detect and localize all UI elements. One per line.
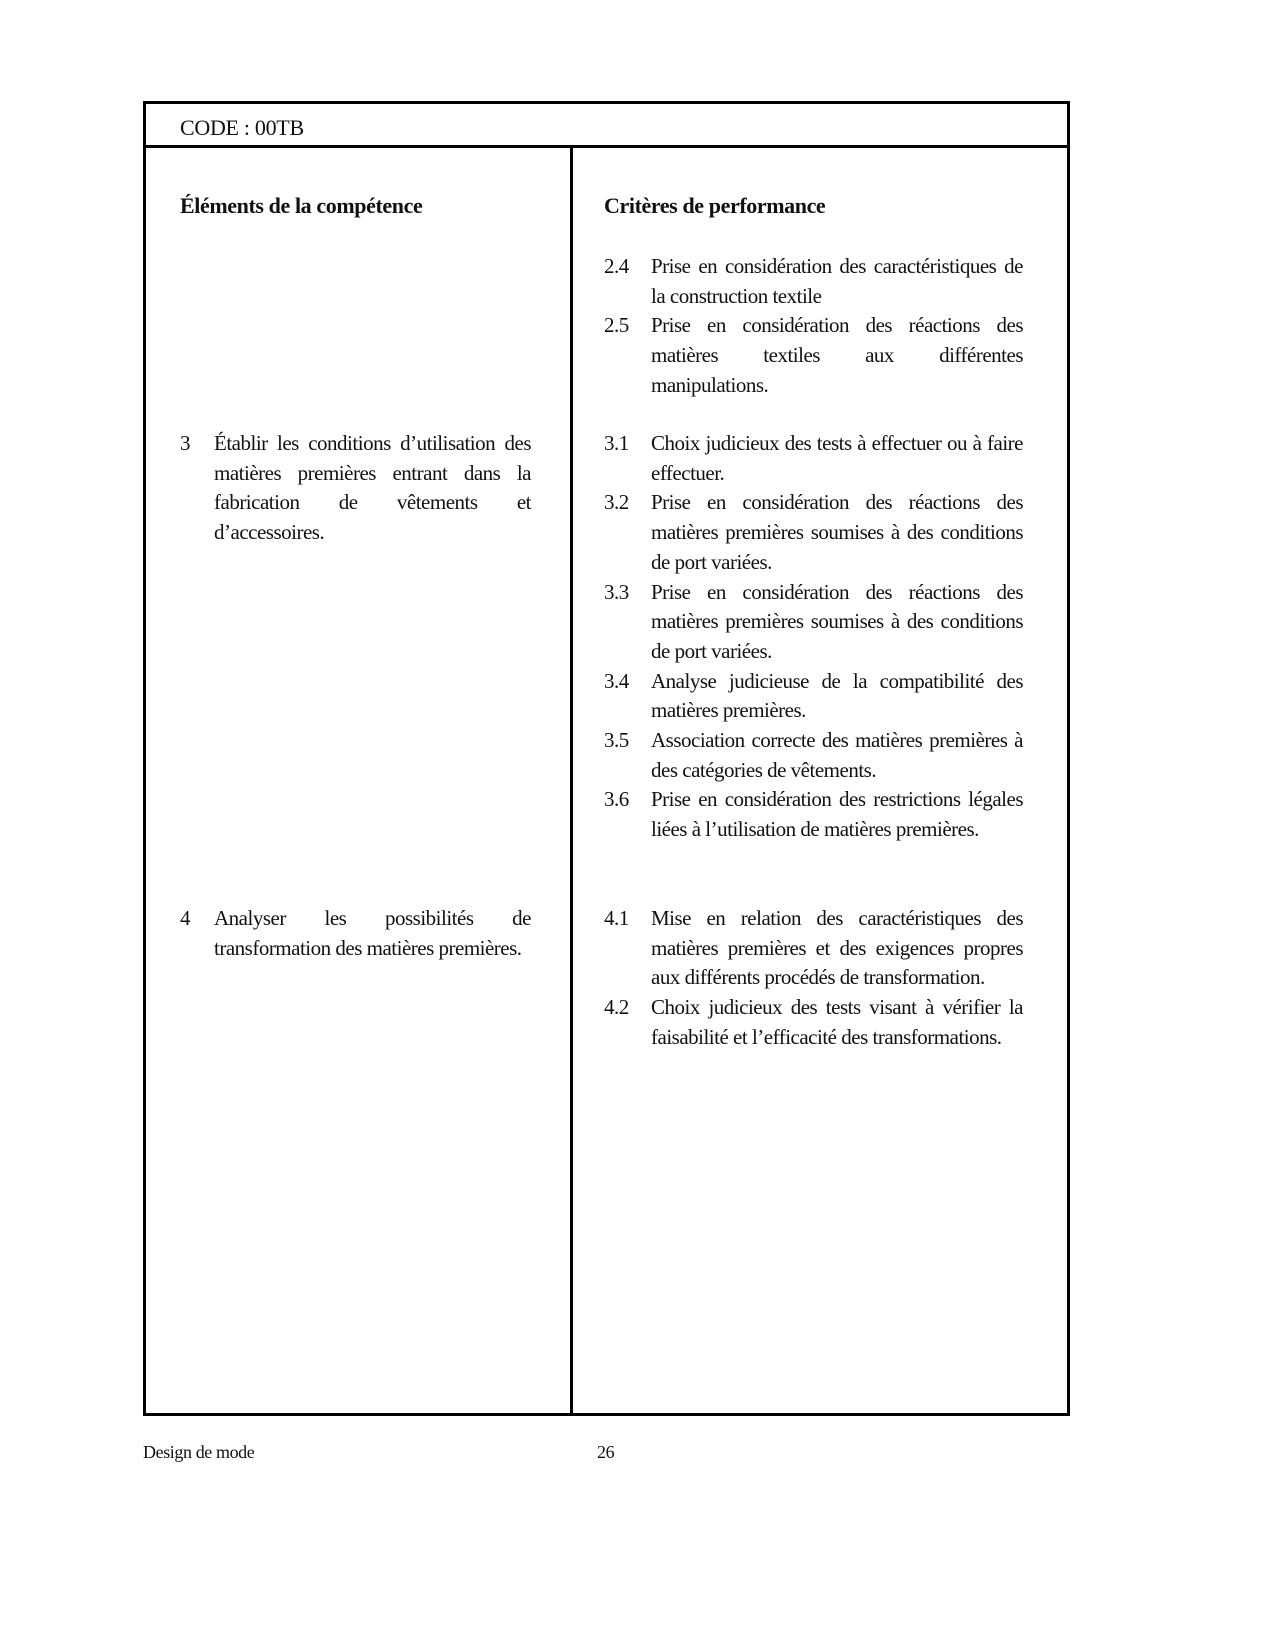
element-text: Analyser les possibilités de transformation des matières premières. bbox=[214, 906, 531, 960]
criteria-group-2 bbox=[604, 252, 1023, 401]
criterion-text: Prise en considération des restrictions légales liées à l’utilisation de matières premières. bbox=[651, 787, 1023, 842]
criterion-text: Prise en considération des caractéristiques de la construction textile bbox=[651, 254, 1023, 308]
criterion-item bbox=[604, 726, 1023, 785]
criterion-number: 3.4 bbox=[604, 668, 629, 693]
criterion-number: 3.5 bbox=[604, 728, 629, 753]
criterion-item bbox=[604, 667, 1023, 726]
criterion-text: Mise en relation des caractéristiques des matières premières et des exigences propres aux différents procédés de transformation. bbox=[651, 906, 1023, 990]
criterion-number: 3.3 bbox=[604, 579, 629, 604]
criterion-text: Association correcte des matières premières à des catégories de vêtements. bbox=[651, 728, 1023, 782]
criterion-item bbox=[604, 311, 1023, 400]
criterion-number: 4.2 bbox=[604, 995, 629, 1020]
element-number: 4 bbox=[180, 906, 190, 930]
element-number: 3 bbox=[180, 431, 190, 455]
criterion-number: 2.5 bbox=[604, 313, 629, 338]
criterion-item bbox=[604, 993, 1023, 1052]
criterion-number: 3.6 bbox=[604, 787, 629, 812]
page-number: 26 bbox=[597, 1442, 615, 1462]
criterion-item bbox=[604, 785, 1023, 844]
criterion-number: 3.2 bbox=[604, 490, 629, 515]
criterion-item bbox=[604, 578, 1023, 667]
header-divider bbox=[143, 145, 1070, 148]
criterion-number: 4.1 bbox=[604, 906, 629, 930]
criterion-text: Choix judicieux des tests à effectuer ou à faire effectuer. bbox=[651, 431, 1023, 485]
criterion-item bbox=[604, 252, 1023, 311]
element-item bbox=[180, 904, 531, 963]
criterion-text: Analyse judicieuse de la compatibilité des matières premières. bbox=[651, 668, 1023, 723]
criterion-number: 3.1 bbox=[604, 431, 629, 455]
code-label: CODE : 00TB bbox=[180, 115, 304, 140]
criterion-text: Prise en considération des réactions des matières textiles aux différentes manipulations. bbox=[651, 313, 1023, 397]
criterion-text: Prise en considération des réactions des matières premières soumises à des conditions de port variées. bbox=[651, 490, 1023, 574]
criterion-item bbox=[604, 488, 1023, 577]
criterion-text: Prise en considération des réactions des matières premières soumises à des conditions de port variées. bbox=[651, 579, 1023, 663]
criteria-group-4 bbox=[604, 904, 1023, 1053]
footer-title: Design de mode bbox=[143, 1442, 255, 1462]
criterion-number: 2.4 bbox=[604, 254, 629, 278]
criterion-item bbox=[604, 904, 1023, 993]
criterion-text: Choix judicieux des tests visant à vérifier la faisabilité et l’efficacité des transformations. bbox=[651, 995, 1023, 1049]
element-item bbox=[180, 429, 531, 548]
heading-elements: Éléments de la compétence bbox=[180, 193, 423, 218]
element-text: Établir les conditions d’utilisation des matières premières entrant dans la fabrication de vêtements et d’accessoires. bbox=[214, 431, 531, 545]
column-divider bbox=[570, 145, 573, 1416]
criteria-group-3 bbox=[604, 429, 1023, 845]
criterion-item bbox=[604, 429, 1023, 488]
heading-criteria: Critères de performance bbox=[604, 193, 826, 218]
